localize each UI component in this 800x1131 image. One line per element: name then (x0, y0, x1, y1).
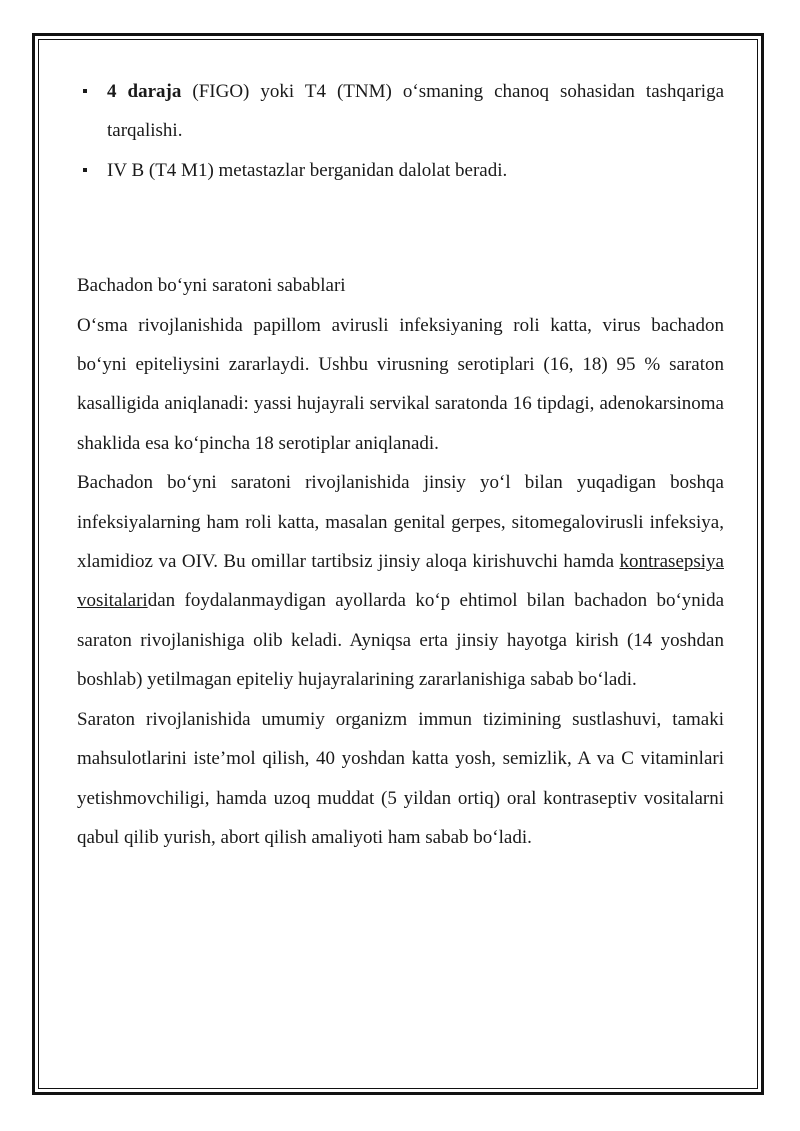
document-body (77, 72, 724, 857)
section-heading: Bachadon bo‘yni saratoni sabablari (77, 275, 346, 297)
bullet-list (77, 72, 724, 190)
section-spacer (77, 190, 724, 266)
paragraph-hpv: O‘sma rivojlanishida papillom avirusli infeksiyaning roli katta, virus bachadon bo‘yni epiteliysini zararlaydi. Ushbu virusning serotiplari (16, 18) 95 % saraton kasalligida aniqlanadi: yassi hujayrali servikal saratonda 16 tipdagi, adenokarsinoma shaklida esa ko‘pincha 18 serotiplar aniqlanadi. (77, 314, 724, 454)
bullet-item-ivb (77, 151, 724, 190)
paragraph-risk-factors: Saraton rivojlanishida umumiy organizm immun tizimining sustlashuvi, tamaki mahsulotlarini iste’mol qilish, 40 yoshdan katta yosh, semizlik, A va C vitaminlari yetishmovchiligi, hamda uzoq muddat (5 yildan ortiq) oral kontraseptiv vositalarni qabul qilib yurish, abort qilish amaliyoti ham sabab bo‘ladi. (77, 708, 724, 848)
bullet-text: IV B (T4 M1) metastazlar berganidan dalolat beradi. (107, 159, 508, 181)
bullet-marker (83, 89, 87, 93)
paragraph-text: Bachadon bo‘yni saratoni rivojlanishida jinsiy yo‘l bilan yuqadigan boshqa infeksiyalarning ham roli katta, masalan genital gerpes, sitomegalovirusli infeksiya, xlamidioz va OIV. Bu omillar tartibsiz jinsiy aloqa kirishuvchi hamda (77, 472, 724, 573)
bullet-text: (FIGO) yoki T4 (TNM) o‘smaning chanoq sohasidan tashqariga tarqalishi. (107, 81, 725, 142)
bullet-item-stage4 (77, 72, 724, 151)
bullet-bold-label: 4 daraja (107, 81, 182, 102)
paragraph-text: dan foydalanmaydigan ayollarda ko‘p ehtimol bilan bachadon bo‘ynida saraton rivojlanishiga olib keladi. Ayniqsa erta jinsiy hayotga kirish (14 yoshdan boshlab) yetilmagan epiteliy hujayralarining zararlanishiga sabab bo‘ladi. (77, 590, 724, 691)
bullet-marker (83, 168, 87, 172)
paragraph-infections (77, 463, 724, 699)
contraception-link[interactable]: kontrasepsiya vositalari (77, 551, 724, 612)
